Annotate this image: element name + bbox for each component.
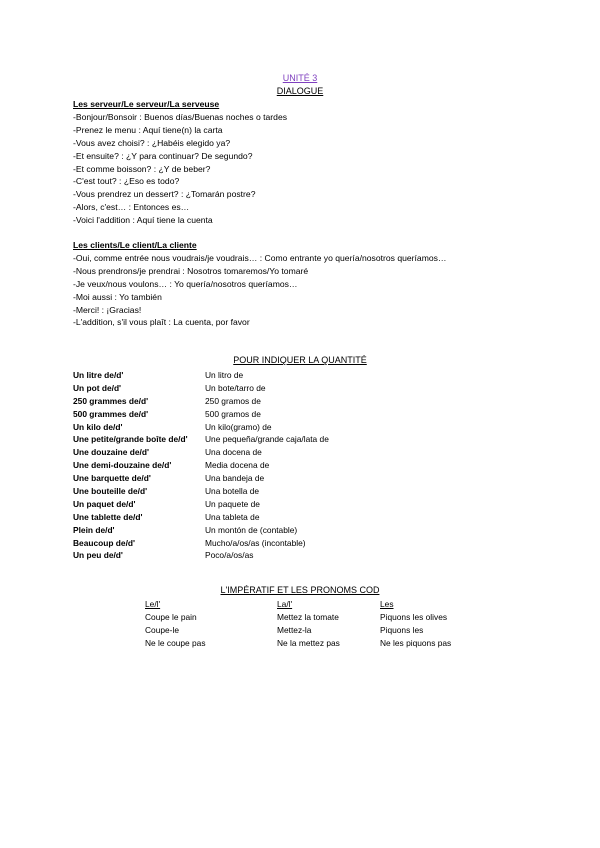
imperative-cell: Ne la mettez pas	[277, 638, 340, 648]
waiter-line: -Et comme boisson? : ¿Y de beber?	[73, 163, 211, 174]
imperative-column-header: Les	[380, 599, 394, 609]
quantity-es: Une pequeña/grande caja/lata de	[205, 434, 329, 445]
quantity-heading-text: POUR INDIQUER LA QUANTITÉ	[233, 355, 367, 365]
waiter-line: -Alors, c'est… : Entonces es…	[73, 202, 190, 213]
clients-heading: Les clients/Le client/La cliente	[73, 240, 197, 250]
quantity-fr: Un litre de/d'	[73, 370, 124, 380]
unit-title-link[interactable]: UNITÉ 3	[282, 73, 318, 83]
imperative-cell: Ne les piquons pas	[380, 638, 452, 648]
imperative-column-la	[277, 598, 340, 650]
waiter-line: -Prenez le menu : Aquí tiene(n) la carta	[73, 124, 223, 135]
waiter-heading: Les serveur/Le serveur/La serveuse	[73, 99, 220, 109]
waiter-line: -Vous avez choisi? : ¿Habéis elegido ya?	[73, 137, 231, 148]
quantity-es: Media docena de	[205, 460, 270, 471]
quantity-fr: 250 grammes de/d'	[73, 395, 149, 406]
quantity-fr: Une demi-douzaine de/d'	[73, 460, 172, 471]
dialogue-title-text: DIALOGUE	[276, 86, 324, 96]
quantity-es: Un montón de (contable)	[205, 524, 298, 535]
quantity-es: 500 gramos de	[205, 408, 261, 419]
clients-line: -Je veux/nous voulons… : Yo quería/nosotros queríamos…	[73, 278, 298, 289]
quantity-es: Una botella de	[205, 486, 260, 497]
imperative-heading-text: L'IMPÉRATIF ET LES PRONOMS COD	[220, 585, 380, 595]
quantity-fr: Beaucoup de/d'	[73, 537, 136, 548]
imperative-cell: Mettez-la	[277, 625, 312, 635]
clients-section	[73, 239, 447, 329]
clients-line: -Oui, comme entrée nous voudrais/je voudrais… : Como entrante yo quería/nosotros queríamos…	[73, 252, 447, 263]
quantity-es: Un litro de	[205, 370, 244, 380]
quantity-fr: Une tablette de/d'	[73, 511, 143, 522]
imperative-column-les	[380, 598, 451, 650]
imperative-cell: Coupe le pain	[145, 612, 197, 622]
imperative-cell: Mettez la tomate	[277, 612, 339, 622]
clients-line: -Moi aussi : Yo también	[73, 291, 162, 302]
quantity-fr: Un kilo de/d'	[73, 421, 123, 432]
waiter-section	[73, 98, 287, 227]
imperative-heading	[0, 585, 600, 596]
quantity-fr: Une bouteille de/d'	[73, 486, 148, 497]
clients-line: -L'addition, s'il vous plaît : La cuenta, por favor	[73, 317, 250, 328]
quantity-es: Un paquete de	[205, 498, 260, 509]
quantity-fr: Un pot de/d'	[73, 382, 122, 393]
clients-line: -Nous prendrons/je prendrai : Nosotros tomaremos/Yo tomaré	[73, 265, 309, 276]
imperative-cell: Piquons les olives	[380, 612, 448, 622]
quantity-fr: Une barquette de/d'	[73, 473, 151, 484]
quantity-es: Una docena de	[205, 447, 262, 458]
waiter-line: -Bonjour/Bonsoir : Buenos días/Buenas noches o tardes	[73, 111, 288, 122]
waiter-line: -Voici l'addition : Aquí tiene la cuenta	[73, 215, 213, 226]
quantity-heading	[0, 355, 600, 366]
imperative-cell: Ne le coupe pas	[145, 638, 206, 648]
imperative-column-le	[145, 598, 206, 650]
quantity-fr: Une douzaine de/d'	[73, 447, 149, 458]
imperative-cell: Piquons les	[380, 625, 424, 635]
quantity-es: Un bote/tarro de	[205, 382, 266, 393]
imperative-cell: Coupe-le	[145, 625, 179, 635]
quantity-fr: 500 grammes de/d'	[73, 408, 149, 419]
quantity-fr: Un paquet de/d'	[73, 498, 136, 509]
unit-title[interactable]	[0, 73, 600, 84]
quantity-fr: Un peu de/d'	[73, 550, 123, 561]
waiter-line: -Et ensuite? : ¿Y para continuar? De segundo?	[73, 150, 253, 161]
clients-line: -Merci! : ¡Gracias!	[73, 304, 142, 315]
quantity-es: Poco/a/os/as	[205, 550, 254, 561]
imperative-column-header: La/l'	[277, 599, 293, 609]
quantity-fr: Une petite/grande boîte de/d'	[73, 434, 188, 445]
dialogue-title	[0, 86, 600, 97]
quantity-es: Una bandeja de	[205, 473, 265, 484]
quantity-es: 250 gramos de	[205, 395, 261, 406]
quantity-es: Una tableta de	[205, 511, 260, 522]
quantity-fr: Plein de/d'	[73, 524, 115, 535]
quantity-es: Un kilo(gramo) de	[205, 421, 272, 432]
waiter-line: -C'est tout? : ¿Eso es todo?	[73, 176, 180, 187]
waiter-line: -Vous prendrez un dessert? : ¿Tomarán postre?	[73, 189, 256, 200]
quantity-es: Mucho/a/os/as (incontable)	[205, 537, 306, 548]
imperative-column-header: Le/l'	[145, 599, 161, 609]
